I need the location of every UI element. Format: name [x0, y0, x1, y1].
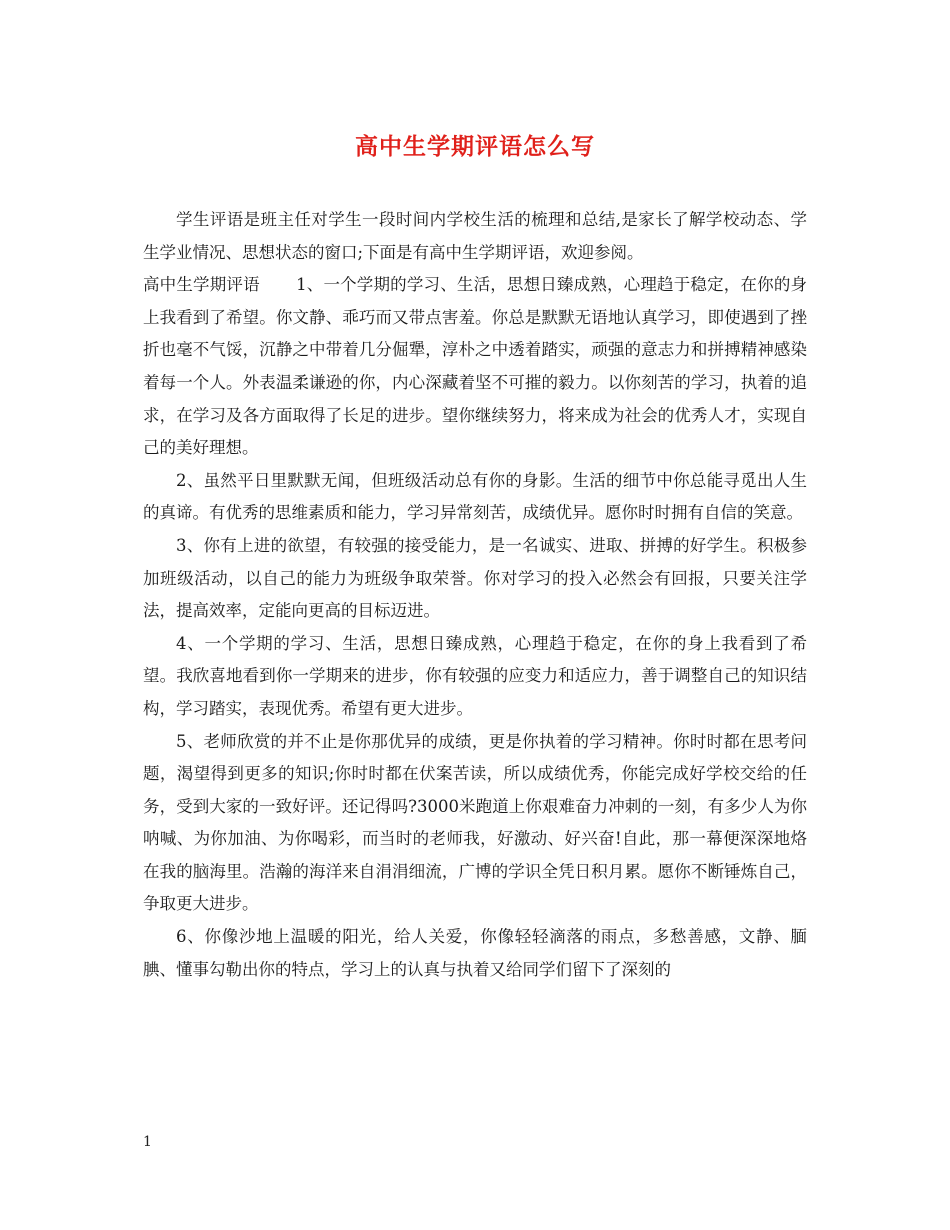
section-heading: 高中生学期评语 — [143, 275, 260, 295]
comment-paragraph-6: 6、你像沙地上温暖的阳光，给人关爱，你像轻轻滴落的雨点，多愁善感，文静、腼腆、懂事勾勒出你的特点，学习上的认真与执着又给同学们留下了深刻的 — [143, 927, 807, 979]
comment-paragraph-1 — [143, 269, 807, 465]
comment-paragraph-3: 3、你有上进的欲望，有较强的接受能力，是一名诚实、进取、拼搏的好学生。积极参加班级活动，以自己的能力为班级争取荣誉。你对学习的投入必然会有回报，只要关注学法，提高效率，定能向更高的目标迈进。 — [143, 535, 807, 621]
comment-paragraph-4: 4、一个学期的学习、生活，思想日臻成熟，心理趋于稳定，在你的身上我看到了希望。我欣喜地看到你一学期来的进步，你有较强的应变力和适应力，善于调整自己的知识结构，学习踏实，表现优秀。希望有更大进步。 — [143, 633, 807, 718]
intro-paragraph: 学生评语是班主任对学生一段时间内学校生活的梳理和总结,是家长了解学校动态、学生学业情况、思想状态的窗口;下面是有高中生学期评语，欢迎参阅。 — [143, 210, 807, 262]
comment-paragraph-5: 5、老师欣赏的并不止是你那优异的成绩，更是你执着的学习精神。你时时都在思考问题，渴望得到更多的知识;你时时都在伏案苦读，所以成绩优秀，你能完成好学校交给的任务，受到大家的一致好评。还记得吗?3000米跑道上你艰难奋力冲刺的一刻，有多少人为你呐喊、为你加油、为你喝彩，而当时的老师我，好激动、好兴奋!自此，那一幕便深深地烙在我的脑海里。浩瀚的海洋来自涓涓细流，广博的学识全凭日积月累。愿你不断锤炼自己，争取更大进步。 — [143, 731, 807, 914]
comment-text-1: 1、一个学期的学习、生活，思想日臻成熟，心理趋于稳定，在你的身上我看到了希望。你文静、乖巧而又带点害羞。你总是默默无语地认真学习，即使遇到了挫折也毫不气馁，沉静之中带着几分倔犟，淳朴之中透着踏实，顽强的意志力和拼搏精神感染着每一个人。外表温柔谦逊的你，内心深藏着坚不可摧的毅力。以你刻苦的学习，执着的追求，在学习及各方面取得了长足的进步。望你继续努力，将来成为社会的优秀人才，实现自己的美好理想。 — [143, 275, 808, 458]
page-number: 1 — [143, 1134, 152, 1150]
comment-paragraph-2: 2、虽然平日里默默无闻，但班级活动总有你的身影。生活的细节中你总能寻觅出人生的真谛。有优秀的思维素质和能力，学习异常刻苦，成绩优异。愿你时时拥有自信的笑意。 — [143, 470, 807, 523]
document-body — [143, 204, 807, 986]
document-title: 高中生学期评语怎么写 — [355, 133, 595, 160]
